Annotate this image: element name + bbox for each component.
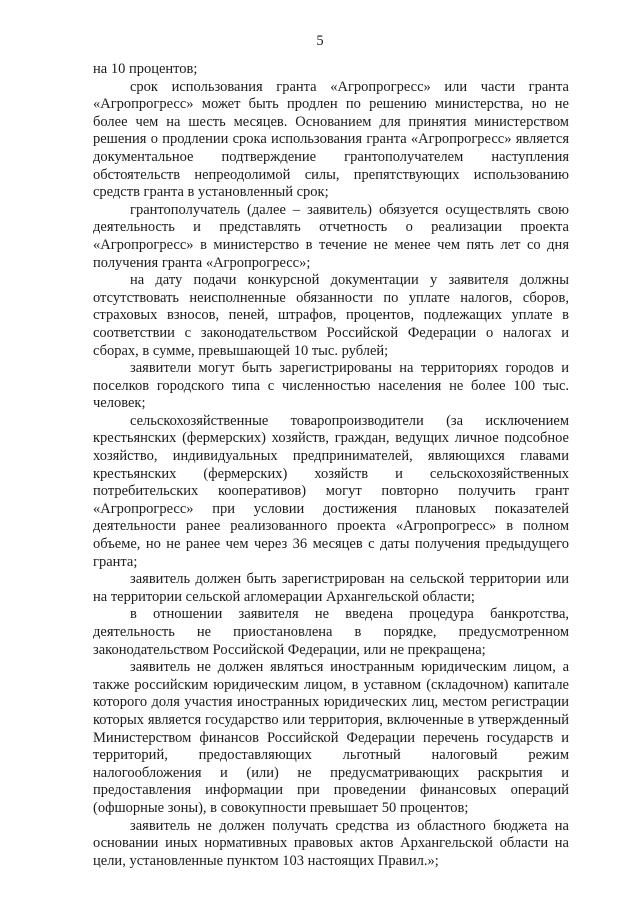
page-number: 5 (316, 33, 324, 49)
paragraph-tax-debts: на дату подачи конкурсной документации у заявителя должны отсутствовать неисполненные обязанности по уплате налогов, сборов, страховых взносов, пеней, штрафов, процентов, подлежащих уплате в соответствии с законодательством Российской Федерации о налогах и сборах, в сумме, превышающей 10 тыс. рублей; (93, 272, 569, 359)
paragraph-continuation: на 10 процентов; (93, 61, 198, 77)
paragraph-grant-term-extension: срок использования гранта «Агропрогресс» или части гранта «Агропрогресс» может быть продлен по решению министерства, но не более чем на шесть месяцев. Основанием для принятия министерством решения о продлении срока использования гранта «Агропрогресс» является документальное подтверждение грантополучателем наступления обстоятельств непреодолимой силы, препятствующих использованию средств гранта в установленный срок; (93, 78, 569, 201)
paragraph-registration-territory: заявители могут быть зарегистрированы на территориях городов и поселков городского типа с численностью населения не более 100 тыс. человек; (93, 360, 569, 412)
paragraph-foreign-entity: заявитель не должен являться иностранным юридическим лицом, а также российским юридическим лицом, в уставном (складочном) капитале которого доля участия иностранных юридических лиц, местом регистрации которых является государство или территория, включенные в утвержденный Министерством финансов Российской Федерации перечень государств и территорий, предоставляющих льготный налоговый режим налогообложения и (или) не предусматривающих раскрытия и предоставления информации при проведении финансовых операций (офшорные зоны), в совокупности превышает 50 процентов; (93, 659, 569, 816)
paragraph-regional-budget: заявитель не должен получать средства из областного бюджета на основании иных нормативных правовых актов Архангельской области на цели, установленные пунктом 103 настоящих Правил.»; (93, 817, 569, 869)
paragraph-bankruptcy: в отношении заявителя не введена процедура банкротства, деятельность не приостановлена в порядке, предусмотренном законодательством Российской Федерации, или не прекращена; (93, 606, 569, 658)
document-body (93, 61, 569, 870)
paragraph-rural-registration: заявитель должен быть зарегистрирован на сельской территории или на территории сельской агломерации Архангельской области; (93, 571, 569, 605)
paragraph-repeat-grant: сельскохозяйственные товаропроизводители (за исключением крестьянских (фермерских) хозяйств, граждан, ведущих личное подсобное хозяйство, индивидуальных предпринимателей, являющихся главами крестьянских (фермерских) хозяйств и сельскохозяйственных потребительских кооперативов) могут повторно получить грант «Агропрогресс» при условии достижения плановых показателей деятельности ранее реализованного проекта «Агропрогресс» в полном объеме, но не ранее чем через 36 месяцев с даты получения предыдущего гранта; (93, 412, 569, 570)
paragraph-reporting-obligation: грантополучатель (далее – заявитель) обязуется осуществлять свою деятельность и представлять отчетность о реализации проекта «Агропрогресс» в министерство в течение не менее чем пять лет со дня получения гранта «Агропрогресс»; (93, 201, 569, 271)
